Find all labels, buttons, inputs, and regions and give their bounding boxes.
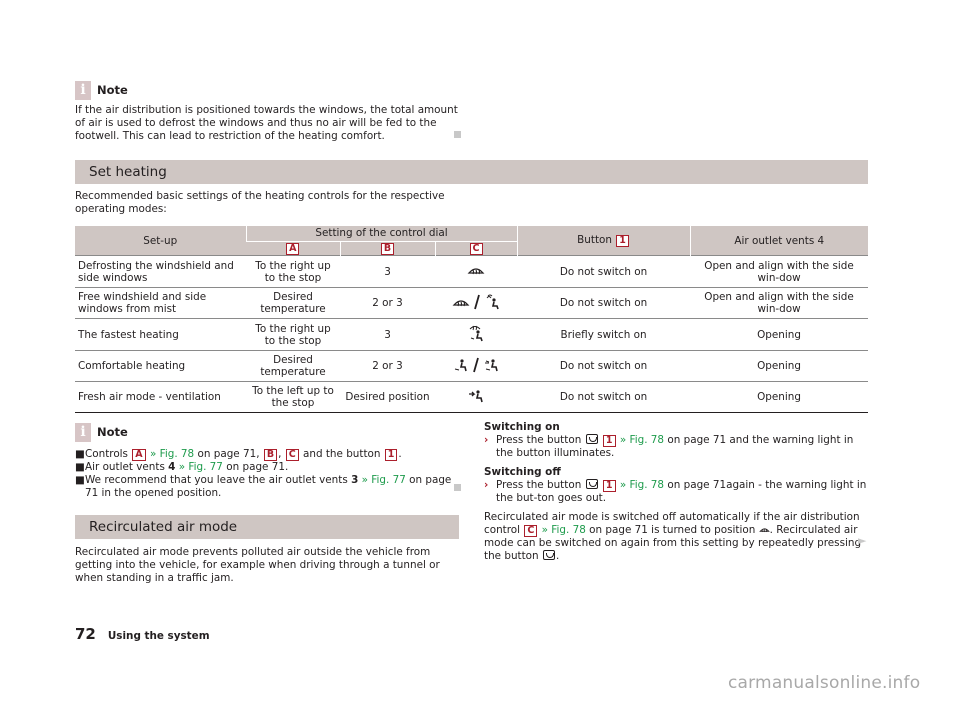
fig-link[interactable]: » Fig. 78	[541, 524, 586, 536]
subheader-b: B	[340, 242, 435, 256]
section-end-mark	[454, 131, 461, 138]
cell-button: Briefly switch on	[517, 319, 690, 351]
key-1: 1	[603, 480, 616, 492]
cell-c	[435, 382, 517, 413]
cell-vents: Opening	[690, 351, 868, 382]
note-title: Note	[97, 425, 128, 439]
header-vents: Air outlet vents 4	[690, 226, 868, 256]
cell-vents: Opening	[690, 319, 868, 351]
auto-off-paragraph: Recirculated air mode is switched off automatically if the air distribution control C » Fig. 78 on page 71 is turned to position . Recirculated air mode can be switched on again from this setting by repeatedly pressing the button .	[484, 511, 862, 562]
note-block-2	[75, 423, 465, 500]
continue-arrow-icon: ►	[858, 534, 867, 547]
heating-settings-table	[75, 226, 868, 413]
windshield-defrost-icon	[467, 263, 485, 277]
cell-a: To the right up to the stop	[246, 319, 340, 351]
switching-off-heading: Switching off	[484, 466, 561, 478]
list-item: ■ Controls A » Fig. 78 on page 71, B , C and the button 1 .	[75, 448, 402, 460]
cell-button: Do not switch on	[517, 351, 690, 382]
cell-setup: Comfortable heating	[75, 351, 246, 382]
list-item: ■ Air outlet vents 4 » Fig. 77 on page 71.	[75, 461, 289, 473]
key-1: 1	[385, 449, 398, 461]
recirculation-icon	[586, 434, 598, 444]
subheader-c: C	[435, 242, 517, 256]
header-dial: Setting of the control dial	[246, 226, 517, 242]
cell-c	[435, 351, 517, 382]
windshield-defrost-icon	[759, 525, 770, 534]
note-block-1	[75, 81, 465, 143]
list-item: ■ We recommend that you leave the air outlet vents 3 » Fig. 77 on page 71 in the opened position.	[75, 474, 452, 499]
table-row	[75, 382, 868, 413]
note-header	[75, 81, 465, 100]
table-row	[75, 288, 868, 319]
table-row	[75, 319, 868, 351]
bullet-icon: ■	[75, 461, 85, 473]
key-a: A	[132, 449, 145, 461]
section-header-recirculated-air	[75, 515, 459, 539]
cell-vents: Open and align with the side win-dow	[690, 288, 868, 319]
cell-b: 3	[340, 256, 435, 288]
key-1: 1	[616, 235, 629, 247]
feet-and-body-feet-icon	[453, 357, 499, 373]
section-header-set-heating	[75, 160, 868, 184]
step-arrow-icon: ›	[484, 479, 489, 491]
note-body: If the air distribution is positioned towards the windows, the total amount of air is used to defrost the windows and thus no air will be fed to the footwell. This can lead to restriction of the heating comfort.	[75, 104, 458, 142]
section-end-mark	[454, 484, 461, 491]
subheader-a: A	[246, 242, 340, 256]
cell-vents: Opening	[690, 382, 868, 413]
body-vent-icon	[468, 388, 484, 404]
section-title: Set heating	[89, 163, 167, 180]
key-c: C	[286, 449, 299, 461]
table-header-row	[75, 226, 868, 242]
cell-vents: Open and align with the side win-dow	[690, 256, 868, 288]
cell-setup: Free windshield and side windows from mist	[75, 288, 246, 319]
page-footer	[75, 625, 210, 643]
footer-title: Using the system	[107, 630, 210, 642]
right-column	[484, 421, 868, 563]
info-icon: i	[75, 81, 91, 100]
list-item: › Press the button 1 » Fig. 78 on page 71again - the warning light in the but-ton goes out.	[484, 479, 867, 504]
cell-a: Desired temperature	[246, 288, 340, 319]
header-setup: Set-up	[75, 226, 246, 256]
info-icon: i	[75, 423, 91, 442]
cell-setup: Fresh air mode - ventilation	[75, 382, 246, 413]
key-1: 1	[603, 435, 616, 447]
table-row	[75, 351, 868, 382]
cell-button: Do not switch on	[517, 382, 690, 413]
key-c: C	[524, 525, 537, 537]
note-header	[75, 423, 465, 442]
note-list	[75, 448, 465, 500]
cell-c	[435, 319, 517, 351]
fig-link[interactable]: » Fig. 78	[619, 434, 665, 446]
watermark: carmanualsonline.info	[728, 673, 921, 693]
cell-b: 2 or 3	[340, 288, 435, 319]
cell-a: To the left up to the stop	[246, 382, 340, 413]
note-title: Note	[97, 83, 128, 97]
cell-a: Desired temperature	[246, 351, 340, 382]
fig-link[interactable]: » Fig. 77	[361, 474, 406, 486]
bullet-icon: ■	[75, 474, 85, 486]
windshield-and-body-icon	[452, 294, 500, 310]
cell-b: Desired position	[340, 382, 435, 413]
cell-button: Do not switch on	[517, 288, 690, 319]
fig-link[interactable]: » Fig. 77	[178, 461, 223, 473]
recirculation-icon	[586, 479, 598, 489]
section-intro: Recommended basic settings of the heating controls for the respective operating modes:	[75, 190, 445, 215]
cell-setup: The fastest heating	[75, 319, 246, 351]
cell-c	[435, 256, 517, 288]
cell-b: 3	[340, 319, 435, 351]
cell-button: Do not switch on	[517, 256, 690, 288]
page-number: 72	[75, 625, 96, 643]
bullet-icon: ■	[75, 448, 85, 460]
table-row	[75, 256, 868, 288]
cell-a: To the right up to the stop	[246, 256, 340, 288]
list-item: › Press the button 1 » Fig. 78 on page 71 and the warning light in the button illuminates.	[484, 434, 854, 459]
fig-link[interactable]: » Fig. 78	[619, 479, 665, 491]
key-b: B	[264, 449, 277, 461]
switching-on-heading: Switching on	[484, 421, 560, 433]
cell-c	[435, 288, 517, 319]
windshield-feet-icon	[467, 324, 485, 342]
recirculation-icon	[543, 550, 555, 560]
cell-setup: Defrosting the windshield and side windows	[75, 256, 246, 288]
step-arrow-icon: ›	[484, 434, 489, 446]
header-button: Button 1	[517, 226, 690, 256]
section-title: Recirculated air mode	[89, 518, 238, 535]
recirc-body: Recirculated air mode prevents polluted air outside the vehicle from getting into the vehicle, for example when driving through a tunnel or when standing in a traffic jam.	[75, 546, 440, 584]
fig-link[interactable]: » Fig. 78	[149, 448, 195, 460]
cell-b: 2 or 3	[340, 351, 435, 382]
